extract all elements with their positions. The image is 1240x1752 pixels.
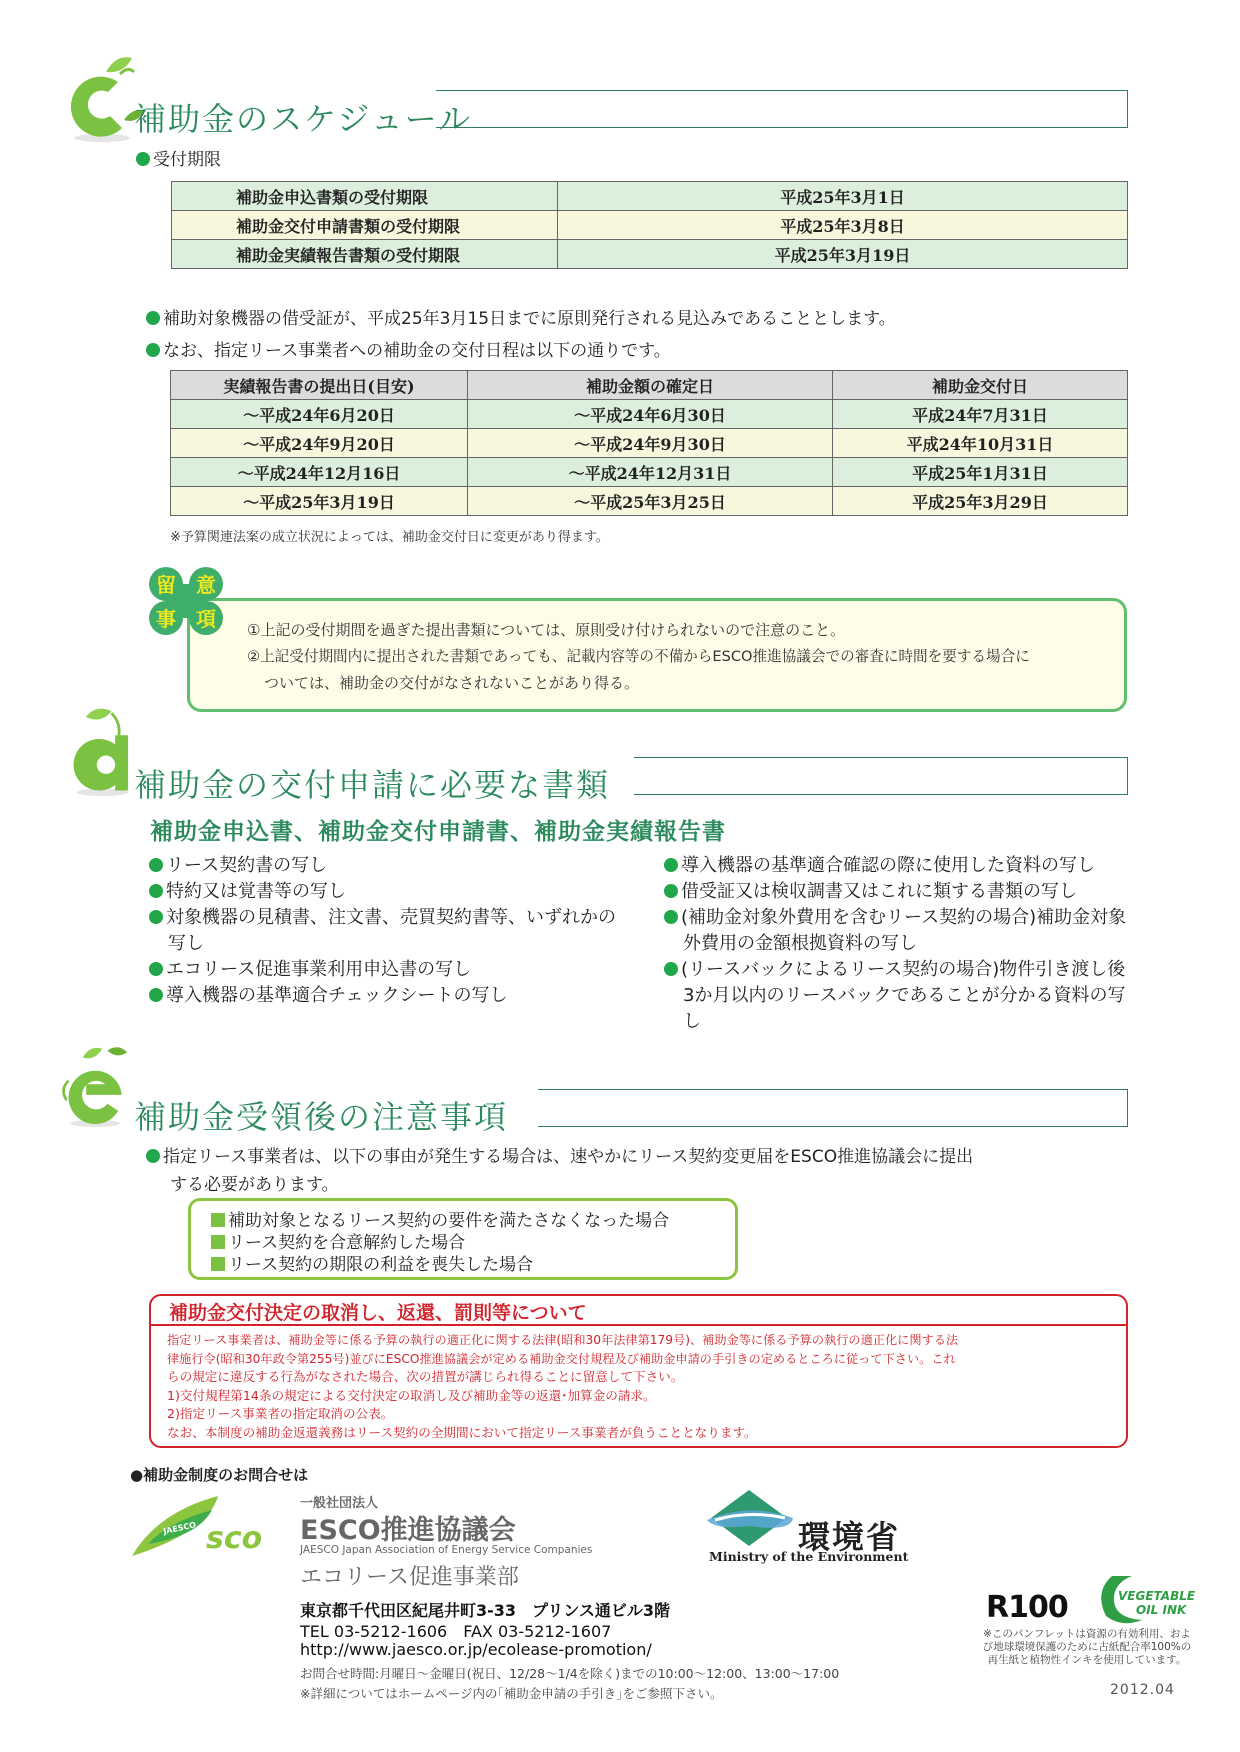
table-cell: ～平成24年12月31日: [468, 458, 833, 487]
org-name-en: JAESCO Japan Association of Energy Service Companies: [300, 1544, 593, 1556]
deadline-item: 補助金交付申請書類の受付期限: [172, 211, 558, 240]
table-row: [172, 240, 1128, 269]
list-item: リース契約の期限の利益を喪失した場合: [191, 1254, 735, 1276]
svg-text:OIL INK: OIL INK: [1136, 1603, 1187, 1617]
list-item: 対象機器の見積書、注文書、売買契約書等、いずれかの写し: [149, 905, 629, 957]
deadline-item: 補助金実績報告書類の受付期限: [172, 240, 558, 269]
svg-text:JAESCO: JAESCO: [162, 1520, 197, 1536]
list-item: 借受証又は検収調書又はこれに類する書類の写し: [664, 879, 1134, 905]
table-row: [172, 182, 1128, 211]
warning-line: 指定リース事業者は、補助金等に係る予算の執行の適正化に関する法律(昭和30年法律第179号)、補助金等に係る予算の執行の適正化に関する法: [167, 1333, 959, 1347]
ministry-logo-icon: [705, 1488, 795, 1550]
warning-line: なお、本制度の補助金返還義務はリース契約の全期間において指定リース事業者が負うこととなります。: [167, 1424, 757, 1440]
section-title-rule: [436, 90, 1128, 128]
bullet-icon: [664, 884, 678, 898]
r100-mark: R100: [986, 1590, 1068, 1625]
warning-title: 補助金交付決定の取消し、返還、罰則等について: [169, 1302, 587, 1324]
table-row: [172, 211, 1128, 240]
documents-list-left: [149, 853, 629, 1009]
section-title-documents: 補助金の交付申請に必要な書類: [134, 766, 611, 804]
table-row: [171, 429, 1128, 458]
documents-list-right: [664, 853, 1134, 1035]
table-cell: ～平成24年9月30日: [468, 429, 833, 458]
warning-line: 1)交付規程第14条の規定による交付決定の取消し及び補助金等の返還･加算金の請求。: [167, 1387, 656, 1403]
table-cell: ～平成25年3月19日: [171, 487, 468, 516]
warning-divider: [151, 1324, 1126, 1326]
deadline-table: [171, 181, 1128, 269]
contact-hours: お問合せ時間:月曜日～金曜日(祝日、12/28～1/4を除く)までの10:00～12:00、13:00～17:00: [300, 1666, 840, 1681]
svg-text:VEGETABLE: VEGETABLE: [1118, 1589, 1196, 1603]
bullet-icon: [146, 1149, 160, 1163]
warning-box: [149, 1294, 1128, 1448]
warning-line: 律施行令(昭和30年政令第255号)並びにESCO推進協議会が定める補助金交付規程及び補助金申請の手引きの定めるところに従って下さい。これ: [167, 1351, 956, 1366]
clover-badge-icon: [144, 566, 230, 642]
notice-item-2-cont: ついては、補助金の交付がなされないことがあり得る。: [264, 674, 640, 692]
bullet-icon: [664, 858, 678, 872]
list-item: 導入機器の基準適合確認の際に使用した資料の写し: [664, 853, 1134, 879]
warning-body: [167, 1331, 1116, 1442]
square-bullet-icon: [211, 1213, 225, 1227]
notice-item-2: ②上記受付期間内に提出された書類であっても、記載内容等の不備からESCO推進協議会での審査に時間を要する場合に: [247, 648, 1030, 665]
svg-text:sco: sco: [206, 1521, 263, 1556]
bullet-icon: [149, 858, 163, 872]
contact-label: ●補助金制度のお問合せは: [130, 1466, 309, 1484]
deadline-date: 平成25年3月8日: [558, 211, 1128, 240]
table-cell: ～平成24年12月16日: [171, 458, 468, 487]
list-item: 特約又は覚書等の写し: [149, 879, 629, 905]
notice-badge-char: 事: [156, 607, 176, 631]
section-title-rule: [538, 1089, 1128, 1127]
payment-schedule-table: [170, 370, 1128, 516]
list-item: 導入機器の基準適合チェックシートの写し: [149, 983, 629, 1009]
cases-box: [188, 1198, 738, 1280]
deadline-item: 補助金申込書類の受付期限: [172, 182, 558, 211]
bullet-schedule-intro: なお、指定リース事業者への補助金の交付日程は以下の通りです。: [146, 336, 671, 361]
warning-line: らの規定に違反する行為がなされた場合、次の措置が講じられ得ることに留意して下さい。: [167, 1369, 684, 1384]
list-item: エコリース促進事業利用申込書の写し: [149, 957, 629, 983]
org-type: 一般社団法人: [300, 1496, 379, 1511]
column-header: 補助金額の確定日: [468, 371, 833, 400]
list-item: 補助対象となるリース契約の要件を満たさなくなった場合: [191, 1210, 735, 1232]
bullet-icon: [149, 910, 163, 924]
notice-badge-char: 意: [196, 573, 216, 597]
bullet-icon: [664, 962, 678, 976]
notice-badge-char: 項: [196, 607, 216, 631]
column-header: 補助金交付日: [833, 371, 1128, 400]
table-row: [171, 458, 1128, 487]
deadline-date: 平成25年3月19日: [558, 240, 1128, 269]
list-item: (リースバックによるリース契約の場合)物件引き渡し後3か月以内のリースバックであることが分かる資料の写し: [664, 957, 1134, 1035]
recycled-paper-note: ※このパンフレットは資源の有効利用、および地球環境保護のために古紙配合率100%の再生紙と植物性インキを使用しています。: [982, 1628, 1192, 1666]
table-row: [171, 487, 1128, 516]
section-title-rule: [634, 757, 1128, 795]
table-cell: ～平成24年6月20日: [171, 400, 468, 429]
table-cell: 平成24年7月31日: [833, 400, 1128, 429]
bullet-icon: [149, 988, 163, 1002]
table-cell: 平成25年3月29日: [833, 487, 1128, 516]
square-bullet-icon: [211, 1235, 225, 1249]
bullet-change-notice-cont: する必要があります。: [170, 1175, 339, 1195]
table-cell: ～平成24年9月20日: [171, 429, 468, 458]
bullet-icon: [149, 962, 163, 976]
publication-date: 2012.04: [1110, 1682, 1175, 1698]
square-bullet-icon: [211, 1257, 225, 1271]
notice-badge-char: 留: [156, 573, 176, 597]
ministry-name-en: Ministry of the Environment: [709, 1549, 909, 1564]
bullet-certificate: 補助対象機器の借受証が、平成25年3月15日までに原則発行される見込みであることとします。: [146, 304, 896, 329]
vegetable-oil-ink-mark: [1092, 1572, 1196, 1628]
list-item: リース契約書の写し: [149, 853, 629, 879]
deadline-label: 受付期限: [136, 145, 221, 170]
documents-subtitle: 補助金申込書、補助金交付申請書、補助金実績報告書: [150, 819, 726, 845]
bullet-icon: [136, 152, 150, 166]
table-header-row: [171, 371, 1128, 400]
table-cell: ～平成25年3月25日: [468, 487, 833, 516]
bullet-icon: [149, 884, 163, 898]
org-name: ESCO推進協議会: [300, 1515, 516, 1546]
org-department: エコリース促進事業部: [300, 1565, 519, 1590]
table-row: [171, 400, 1128, 429]
notice-item-1: ①上記の受付期間を過ぎた提出書類については、原則受け付けられないので注意のこと。: [247, 621, 846, 639]
bullet-icon: [146, 311, 160, 325]
bullet-change-notice: 指定リース事業者は、以下の事由が発生する場合は、速やかにリース契約変更届をESCO推進協議会に提出: [146, 1142, 973, 1167]
contact-detail-note: ※詳細についてはホームページ内の｢補助金申請の手引き｣をご参照下さい。: [300, 1686, 723, 1701]
bullet-icon: [146, 343, 160, 357]
column-header: 実績報告書の提出日(目安): [171, 371, 468, 400]
leaf-letter-e-icon: [56, 1040, 136, 1132]
schedule-footnote: ※予算関連法案の成立状況によっては、補助金交付日に変更があり得ます。: [170, 530, 609, 545]
bullet-icon: [664, 910, 678, 924]
jaesco-logo: [128, 1492, 288, 1560]
table-cell: ～平成24年6月30日: [468, 400, 833, 429]
tel-fax: TEL 03-5212-1606 FAX 03-5212-1607: [300, 1622, 612, 1641]
list-item: (補助金対象外費用を含むリース契約の場合)補助金対象外費用の金額根拠資料の写し: [664, 905, 1134, 957]
warning-line: 2)指定リース事業者の指定取消の公表。: [167, 1406, 394, 1421]
table-cell: 平成24年10月31日: [833, 429, 1128, 458]
table-cell: 平成25年1月31日: [833, 458, 1128, 487]
section-title-after-receipt: 補助金受領後の注意事項: [134, 1098, 509, 1136]
section-title-schedule: 補助金のスケジュール: [134, 100, 473, 138]
deadline-date: 平成25年3月1日: [558, 182, 1128, 211]
address: 東京都千代田区紀尾井町3-33 プリンス通ビル3階: [300, 1601, 671, 1620]
ministry-name-jp: 環境省: [798, 1518, 901, 1556]
list-item: リース契約を合意解約した場合: [191, 1232, 735, 1254]
website-link[interactable]: http://www.jaesco.or.jp/ecolease-promotion/: [300, 1640, 652, 1659]
